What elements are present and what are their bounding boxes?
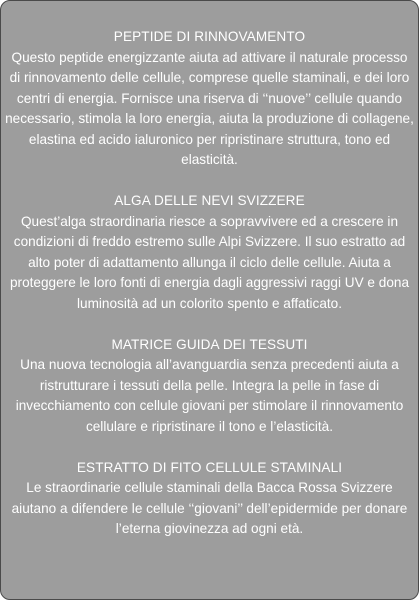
section-body: Le straordinarie cellule staminali della Bacca Rossa Svizzere aiutano a difendere le cellule ‘‘giovani’’ dell’epidermide per donare l’eterna giovinezza ad ogni età. — [11, 480, 408, 536]
section-title: ALGA DELLE NEVI SVIZZERE — [114, 193, 305, 208]
section-body: Quest’alga straordinaria riesce a sopravvivere ed a crescere in condizioni di freddo estremo sulle Alpi Svizzere. Il suo estratto ad alto poter di adattamento allunga il ciclo delle cellule. Aiuta a proteggere le loro fonti di energia dagli aggressivi raggi UV e dona luminosità ad un colorito spento e affaticato. — [10, 213, 409, 311]
section-peptide — [1, 27, 418, 171]
section-alga — [1, 191, 418, 314]
section-title: MATRICE GUIDA DEI TESSUTI — [111, 336, 308, 352]
section-body: Una nuova tecnologia all’avanguardia senza precedenti aiuta a ristrutturare i tessuti della pelle. Integra la pelle in fase di invecchiamento con cellule giovani per stimolare il rinnovamento cellulare e ripristinare il tono e l’elasticità. — [15, 357, 404, 434]
section-title: ESTRATTO DI FITO CELLULE STAMINALI — [76, 459, 343, 475]
panel-content — [1, 1, 418, 540]
section-estratto — [1, 458, 418, 540]
section-title: PEPTIDE DI RINNOVAMENTO — [113, 29, 306, 44]
section-matrice — [1, 335, 418, 438]
section-body: Questo peptide energizzante aiuta ad attivare il naturale processo di rinnovamento delle cellule, comprese quelle staminali, e dei loro centri di energia. Fornisce una riserva di ‘‘nuove’’ cellule quando necessario, stimola la loro energia, aiuta la produzione di collagene, elastina ed acido ialuronico per ripristinare struttura, tono ed elasticità. — [5, 49, 414, 167]
